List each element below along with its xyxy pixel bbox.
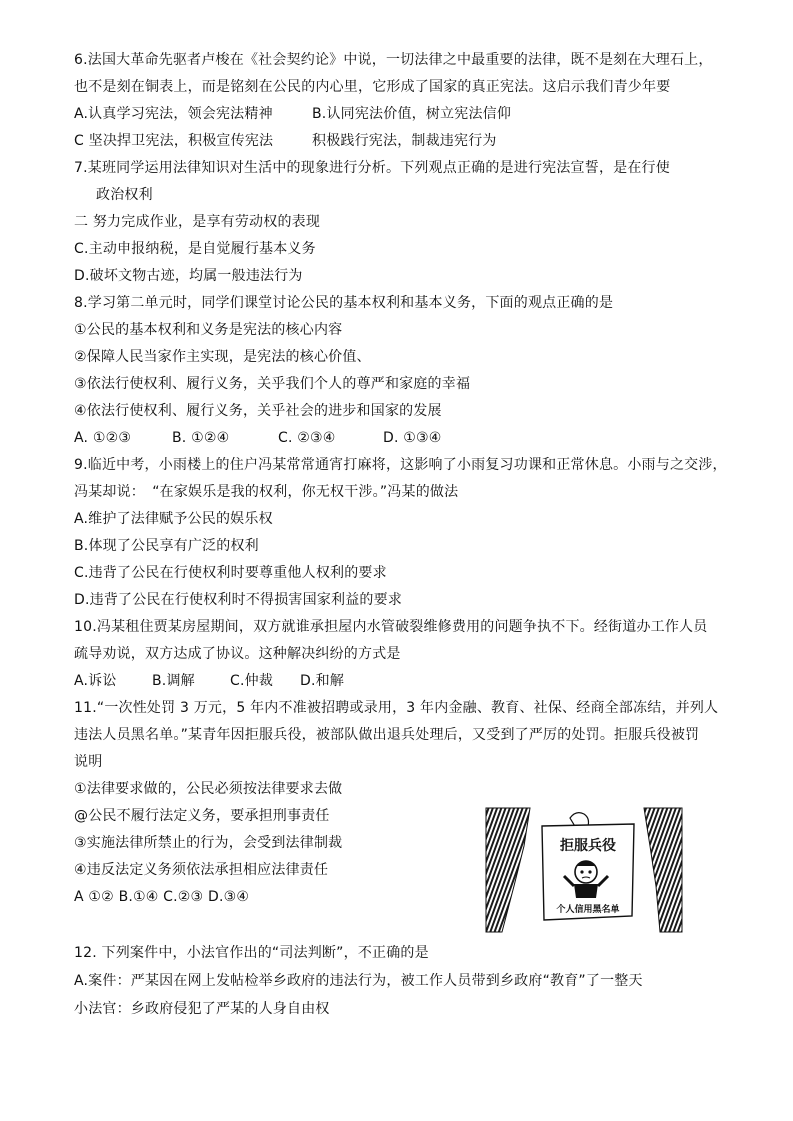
q8-option-c: C. ②③④ — [278, 430, 336, 446]
q8-option-a: A. ①②③ — [74, 430, 132, 446]
q9-option-d: D.违背了公民在行使权利时不得损害国家利益的要求 — [74, 592, 403, 608]
q9-option-c: C.违背了公民在行使权利时要尊重他人权利的要求 — [74, 565, 387, 581]
q11-stem-line1: 11.“一次性处罚 3 万元，5 年内不准被招聘或录用，3 年内金融、教育、社保、经商全部冻结，并列人 — [74, 700, 719, 716]
q10-option-d: D.和解 — [300, 673, 345, 689]
q8-stem: 8.学习第二单元时，同学们课堂讨论公民的基本权利和基本义务，下面的观点正确的是 — [74, 295, 614, 311]
q6-option-c: C 坚决捍卫宪法，积极宣传宪法 — [74, 133, 274, 149]
q12-judge-a: 小法官：乡政府侵犯了严某的人身自由权 — [74, 1001, 330, 1017]
q10-option-c: C.仲裁 — [230, 673, 274, 689]
q11-stem-line3: 说明 — [74, 754, 103, 770]
q12-stem: 12. 下列案件中，小法官作出的“司法判断”，不正确的是 — [74, 945, 429, 961]
q8-statement-1: ①公民的基本权利和义务是宪法的核心内容 — [74, 322, 343, 338]
q7-stem-continued: 政治权利 — [96, 187, 153, 203]
q11-stem-line2: 违法人员黑名单。”某青年因拒服兵役，被部队做出退兵处理后，又受到了严厉的处罚。拒服兵役被罚 — [74, 727, 700, 743]
q8-option-d: D. ①③④ — [383, 430, 442, 446]
q10-option-b: B.调解 — [152, 673, 195, 689]
cartoon-refuse-military-service — [484, 806, 684, 934]
q6-option-row-2 — [74, 131, 497, 151]
q12-case-a: A.案件：严某因在网上发帖检举乡政府的违法行为，被工作人员带到乡政府“教育”了一整天 — [74, 973, 643, 989]
q7-option-b: 二 努力完成作业，是享有劳动权的表现 — [74, 214, 321, 230]
q6-stem-line2: 也不是刻在铜表上，而是铭刻在公民的内心里，它形成了国家的真正宪法。这启示我们青少年要 — [74, 79, 671, 95]
cartoon-caption: 个人信用黑名单 — [556, 905, 620, 915]
q7-option-c: C.主动申报纳税，是自觉履行基本义务 — [74, 241, 316, 257]
q6-option-a: A.认真学习宪法，领会宪法精神 — [74, 106, 273, 122]
q6-stem-line1: 6.法国大革命先驱者卢梭在《社会契约论》中说，一切法律之中最重要的法律，既不是刻在大理石上， — [74, 52, 713, 68]
q7-stem: 7.某班同学运用法律知识对生活中的现象进行分析。下列观点正确的是进行宪法宣誓，是在行使 — [74, 160, 670, 176]
q8-options — [74, 428, 442, 448]
q9-stem-line2: 冯某却说： “在家娱乐是我的权利，你无权干涉。”冯某的做法 — [74, 484, 459, 500]
q6-option-b: B.认同宪法价值，树立宪法信仰 — [312, 106, 512, 122]
cartoon-title: 拒服兵役 — [560, 838, 616, 854]
q9-option-a: A.维护了法律赋予公民的娱乐权 — [74, 511, 273, 527]
q6-option-row-1 — [74, 104, 512, 124]
q11-statement-3: ③实施法律所禁止的行为，会受到法律制裁 — [74, 835, 343, 851]
q8-statement-2: ②保障人民当家作主实现，是宪法的核心价值、 — [74, 349, 371, 365]
q6-option-d: 积极践行宪法，制裁违宪行为 — [312, 133, 497, 149]
q10-option-a: A.诉讼 — [74, 673, 117, 689]
q8-statement-4: ④依法行使权利、履行义务，关乎社会的进步和国家的发展 — [74, 403, 442, 419]
q11-statement-4: ④违反法定义务须依法承担相应法律责任 — [74, 862, 329, 878]
q8-option-b: B. ①②④ — [172, 430, 230, 446]
q11-statement-1: ①法律要求做的，公民必须按法律要求去做 — [74, 781, 343, 797]
q9-stem-line1: 9.临近中考，小雨楼上的住户冯某常常通宵打麻将，这影响了小雨复习功课和正常休息。小雨与之交涉， — [74, 457, 727, 473]
q9-option-b: B.体现了公民享有广泛的权利 — [74, 538, 259, 554]
q8-statement-3: ③依法行使权利、履行义务，关乎我们个人的尊严和家庭的幸福 — [74, 376, 471, 392]
q10-stem-line2: 疏导劝说，双方达成了协议。这种解决纠纷的方式是 — [74, 646, 401, 662]
q11-statement-2: @公民不履行法定义务，要承担刑事责任 — [74, 808, 330, 824]
q10-stem-line1: 10.冯某租住贾某房屋期间，双方就谁承担屋内水管破裂维修费用的问题争执不下。经街道办工作人员 — [74, 619, 708, 635]
q10-options — [74, 671, 345, 691]
q7-option-d: D.破坏文物古迹，均属一般违法行为 — [74, 268, 303, 284]
q11-options: A ①② B.①④ C.②③ D.③④ — [74, 889, 250, 905]
